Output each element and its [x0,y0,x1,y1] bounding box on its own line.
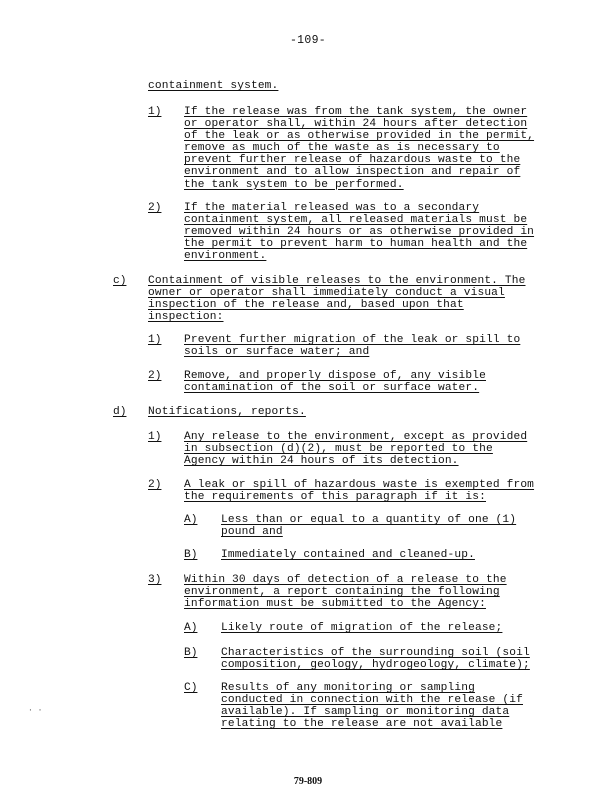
item-label: B) [184,549,198,561]
paragraph-d2 [184,479,556,503]
text-line: Results of any monitoring or sampling [221,682,475,694]
paragraph-d3 [184,574,556,610]
text-line: available). If sampling or monitoring data [221,706,510,719]
text-line: the requirements of this paragraph if it is: [184,491,486,504]
text-line: or operator shall, within 24 hours after detection [184,118,528,131]
text-line: environment and to allow inspection and repair of [184,166,521,179]
text-line: inspection of the release and, based upon that [148,299,464,312]
text-line: composition, geology, hydrogeology, climate); [221,659,530,672]
text-line: A leak or spill of hazardous waste is exempted from [184,479,535,491]
item-label: A) [184,622,198,634]
text-line: in subsection (d)(2), must be reported to the [184,443,493,456]
text-line: soils or surface water; and [184,346,370,359]
paragraph-d [148,406,580,418]
text-line: conducted in connection with the release (if [221,694,523,707]
text-line: contamination of the soil or surface water. [184,382,480,395]
text-line: environment, a report containing the following [184,586,500,599]
text-line: pound and [221,526,283,539]
paragraph-c2 [184,370,556,394]
text-line: If the material released was to a secondary [184,202,480,214]
paragraph-b2 [184,202,556,262]
item-label: A) [184,514,198,526]
text-line: information must be submitted to the Agency: [184,598,486,611]
paragraph-d2a [221,514,556,538]
intro-line [148,80,580,92]
item-label: B) [184,647,198,659]
text-line: inspection: [148,311,224,324]
text-line: of the leak or as otherwise provided in the permit, [184,130,535,143]
text-line: containment system, all released materials must be [184,214,528,227]
paragraph-c1 [184,334,556,358]
paragraph-d3a [221,622,556,634]
paragraph-d3b [221,647,556,671]
text-line: Characteristics of the surrounding soil (soil [221,647,530,659]
text-line: environment. [184,250,267,263]
paragraph-d2b [221,549,556,561]
text-line: Within 30 days of detection of a release to the [184,574,507,586]
item-label: c) [113,275,127,287]
paragraph-b1 [184,106,556,191]
item-label: 1) [148,431,162,443]
text-line: Remove, and properly dispose of, any visible [184,370,486,382]
paragraph-c [148,275,580,323]
text-line: Any release to the environment, except as provided [184,431,528,443]
item-label: 2) [148,479,162,491]
text-line: Immediately contained and cleaned-up. [221,549,475,561]
item-label: C) [184,682,198,694]
item-label: 1) [148,106,162,118]
margin-specks: · · [28,706,43,715]
text-line: Containment of visible releases to the environment. The [148,275,526,287]
text-line: Likely route of migration of the release; [221,622,503,634]
text-line: the tank system to be performed. [184,178,404,191]
text-line: removed within 24 hours or as otherwise provided in [184,226,535,239]
text-line: If the release was from the tank system, the owner [184,106,528,118]
item-label: 3) [148,574,162,586]
text-line: Agency within 24 hours of its detection. [184,455,459,468]
text-line: owner or operator shall immediately conduct a visual [148,287,505,300]
paragraph-d3c [221,682,556,730]
text-line: Notifications, reports. [148,406,306,418]
text-line: the permit to prevent harm to human health and the [184,238,528,251]
item-label: 2) [148,202,162,214]
text-line: Less than or equal to a quantity of one (1) [221,514,517,526]
text-line: relating to the release are not available [221,718,503,731]
text-line: containment system. [148,80,279,92]
text-line: remove as much of the waste as is necessary to [184,142,500,155]
text-line: prevent further release of hazardous waste to the [184,154,521,167]
paragraph-d1 [184,431,556,467]
text-line: Prevent further migration of the leak or spill to [184,334,521,346]
page-footer: 79-809 [293,776,323,787]
item-label: 1) [148,334,162,346]
item-label: 2) [148,370,162,382]
page-number: -109- [289,34,326,47]
item-label: d) [113,406,127,418]
